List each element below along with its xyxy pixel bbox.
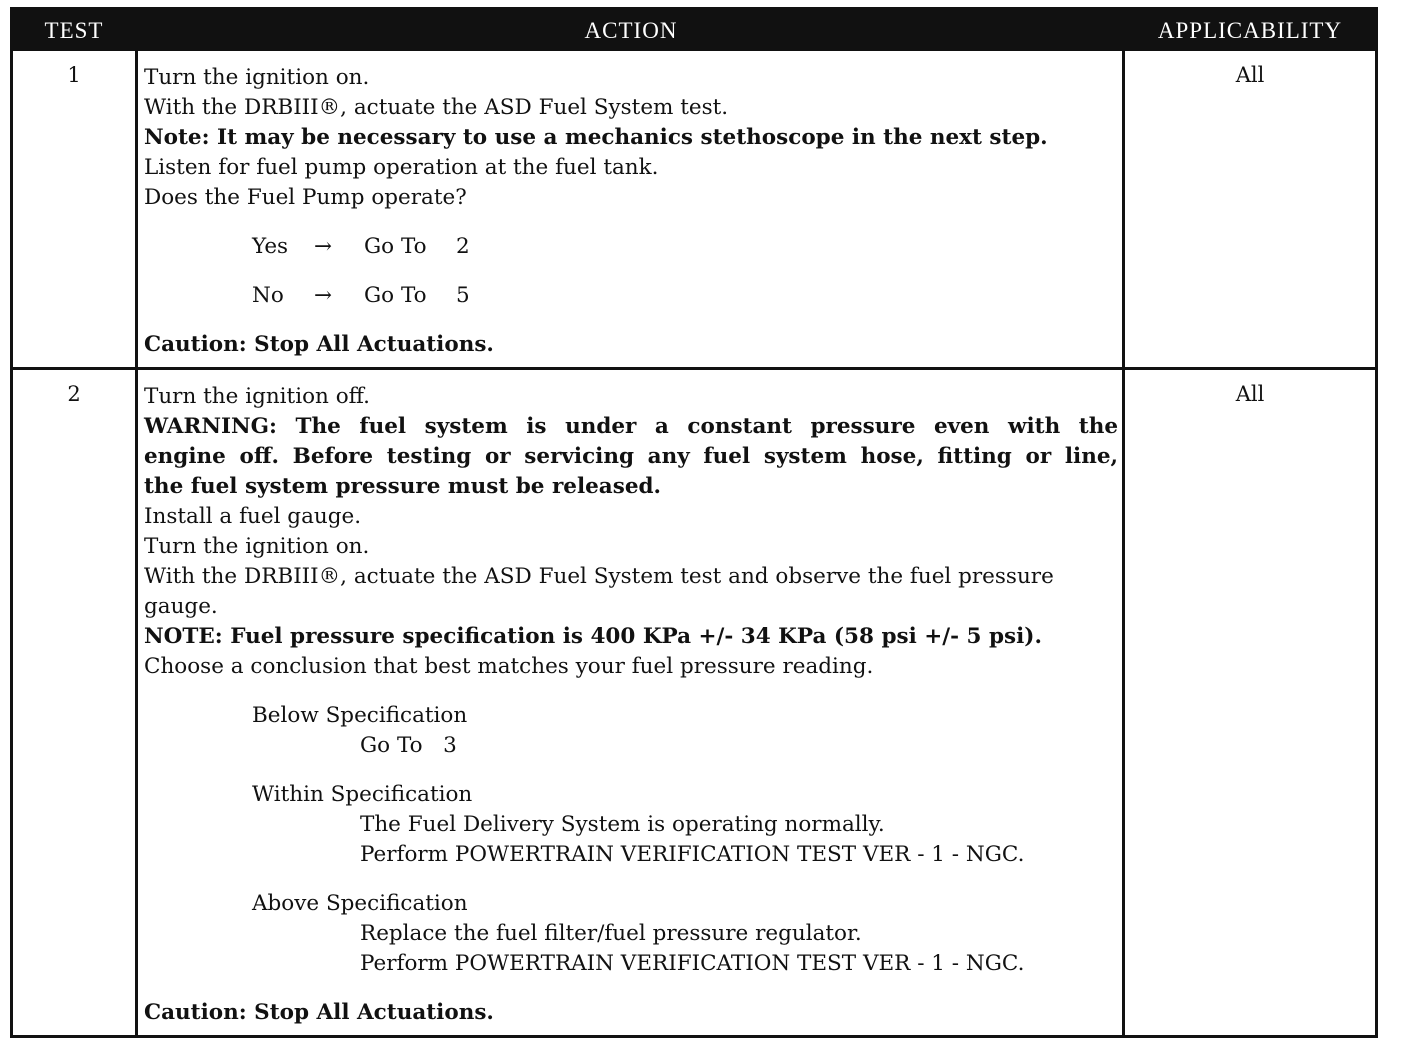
action-line: Turn the ignition on.: [144, 534, 370, 559]
conclusion-detail: The Fuel Delivery System is operating normally.: [360, 812, 885, 837]
goto-label: Go To: [364, 283, 427, 308]
goto-step: 2: [456, 234, 470, 259]
action-line: Turn the ignition off.: [144, 384, 370, 409]
table-header: [13, 10, 1375, 51]
table-row: [13, 51, 1375, 367]
conclusion-label: Above Specification: [252, 891, 468, 916]
warning-line: engine off. Before testing or servicing any fuel system hose, fitting or line,: [144, 444, 1118, 469]
caution-line: Caution: Stop All Actuations.: [144, 1000, 494, 1025]
test-number: 1: [67, 63, 81, 87]
action-line: With the DRBIII®, actuate the ASD Fuel System test.: [144, 95, 729, 120]
caution-line: Caution: Stop All Actuations.: [144, 332, 494, 357]
action-line: With the DRBIII®, actuate the ASD Fuel System test and observe the fuel pressure: [144, 564, 1054, 589]
action-line: gauge.: [144, 594, 218, 619]
goto-step: 5: [456, 283, 470, 308]
conclusion-detail: Perform POWERTRAIN VERIFICATION TEST VER - 1 - NGC.: [360, 842, 1025, 867]
diagnostic-test-table: [10, 7, 1378, 1038]
arrow-icon: →: [314, 283, 333, 308]
action-line: Turn the ignition on.: [144, 65, 370, 90]
header-action: ACTION: [584, 18, 678, 43]
note-line: Note: It may be necessary to use a mechanics stethoscope in the next step.: [144, 125, 1048, 150]
test-number: 2: [67, 382, 81, 406]
action-cell: [144, 382, 1118, 1028]
table-row: [13, 370, 1375, 1035]
conclusion-detail: Go To 3: [360, 733, 457, 758]
conclusion-detail: Perform POWERTRAIN VERIFICATION TEST VER - 1 - NGC.: [360, 951, 1025, 976]
answer-label: Yes: [252, 234, 289, 259]
note-line: NOTE: Fuel pressure specification is 400 KPa +/- 34 KPa (58 psi +/- 5 psi).: [144, 624, 1042, 649]
conclusion-label: Within Specification: [252, 782, 473, 807]
question-line: Does the Fuel Pump operate?: [144, 185, 467, 210]
conclusion-label: Below Specification: [252, 703, 468, 728]
answer-label: No: [252, 283, 284, 308]
warning-line: WARNING: The fuel system is under a constant pressure even with the: [144, 414, 1118, 439]
applicability-value: All: [1235, 63, 1265, 87]
header-applicability: APPLICABILITY: [1157, 18, 1343, 43]
warning-line: the fuel system pressure must be released.: [144, 474, 662, 499]
answer-branch: [144, 232, 1118, 262]
action-cell: [144, 63, 1118, 360]
action-line: Listen for fuel pump operation at the fuel tank.: [144, 155, 659, 180]
arrow-icon: →: [314, 234, 333, 259]
goto-label: Go To: [364, 234, 427, 259]
answer-branch: [144, 281, 1118, 311]
prompt-line: Choose a conclusion that best matches your fuel pressure reading.: [144, 654, 874, 679]
applicability-value: All: [1235, 382, 1265, 406]
conclusion-detail: Replace the fuel filter/fuel pressure regulator.: [360, 921, 862, 946]
header-test: TEST: [44, 18, 104, 43]
action-line: Install a fuel gauge.: [144, 504, 362, 529]
